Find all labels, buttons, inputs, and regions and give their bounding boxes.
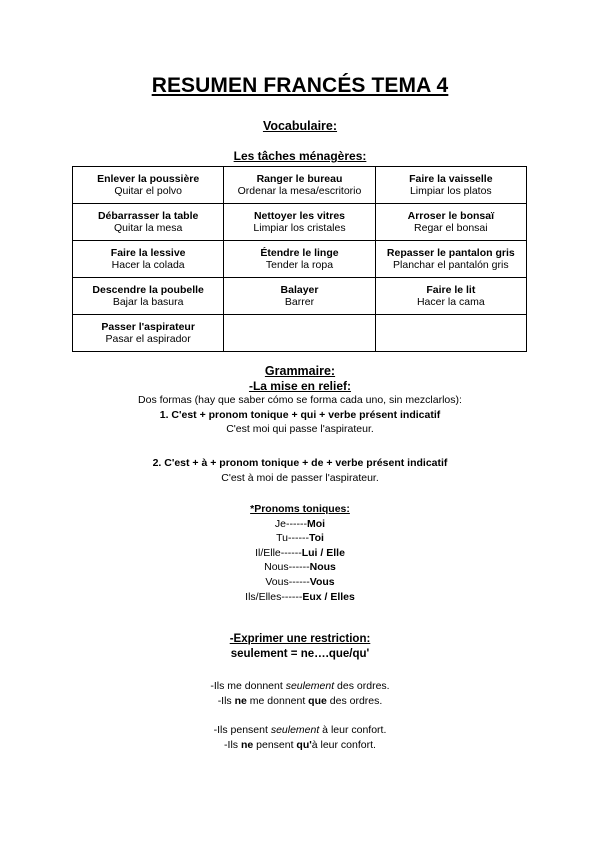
pronoun-line [0,517,600,532]
table-row [73,241,527,278]
spanish-term: Quitar la mesa [114,222,183,234]
table-cell [73,315,224,352]
restriction-section [0,632,600,661]
french-term: Ranger le bureau [256,173,343,185]
form-two-rule: 2. C'est + à + pronom tonique + de + verbe présent indicatif [152,457,448,469]
french-term: Faire la vaisselle [409,173,493,185]
table-cell [224,241,375,278]
table-cell [73,167,224,204]
bold-word: ne [234,694,247,707]
french-term: Repasser le pantalon gris [386,247,515,259]
spanish-term: Ordenar la mesa/escritorio [237,185,362,197]
page-title: RESUMEN FRANCÉS TEMA 4 [151,74,449,97]
spanish-term: Regar el bonsai [414,222,488,234]
french-term: Passer l'aspirateur [101,321,195,333]
french-term: Nettoyer les vitres [253,210,346,222]
pronoun-line [0,531,600,546]
pronoun-line [0,590,600,605]
bold-word: qu' [296,738,312,751]
subject-pronoun: Tu------ [276,532,309,545]
sentence-part: -Ils [224,738,241,751]
table-row [73,315,527,352]
french-term: Descendre la poubelle [92,284,204,296]
restriction-examples-one [0,679,600,708]
vocabulary-heading: Vocabulaire: [262,119,338,133]
example-sentence [0,694,600,709]
spanish-term: Bajar la basura [112,296,184,308]
table-caption: Les tâches ménagères: [233,149,367,163]
mise-en-relief-heading: -La mise en relief: [248,378,352,393]
emphasized-word: seulement [270,724,320,736]
form-one-rule: 1. C'est + pronom tonique + qui + verbe présent indicatif [159,408,441,421]
table-cell [375,241,526,278]
table-cell [73,204,224,241]
table-cell [375,204,526,241]
table-row [73,204,527,241]
form-one-example: C'est moi qui passe l'aspirateur. [226,423,374,436]
tonic-pronoun: Toi [308,532,324,545]
tonic-pronoun: Moi [307,517,326,530]
bold-word: que [308,694,327,707]
table-cell [375,167,526,204]
sentence-part: des ordres. [326,694,383,707]
table-row [73,278,527,315]
form-two-section [0,456,600,485]
pronoun-line [0,560,600,575]
example-sentence [0,679,600,694]
table-cell [224,167,375,204]
subject-pronoun: Vous------ [265,575,310,588]
table-cell [73,278,224,315]
french-term: Balayer [280,284,319,296]
french-term: Faire le lit [426,284,476,296]
tonic-pronoun: Lui / Elle [301,546,345,559]
spanish-term: Hacer la colada [111,259,185,271]
pronoms-toniques-heading: *Pronoms toniques: [250,503,350,515]
example-sentence [0,738,600,753]
empty-table-cell [224,315,375,352]
grammar-section [0,364,600,437]
pronoun-line [0,575,600,590]
empty-table-cell [375,315,526,352]
subject-pronoun: Je------ [274,517,307,530]
table-cell [224,278,375,315]
sentence-part: -Ils me donnent [210,680,286,692]
french-term: Étendre le linge [260,247,339,259]
chores-table [72,166,527,352]
pronoms-toniques-section [0,502,600,604]
french-term: Débarrasser la table [97,210,199,222]
french-term: Faire la lessive [110,247,186,259]
sentence-part: des ordres. [334,680,390,692]
pronoun-line [0,546,600,561]
example-sentence [0,723,600,738]
subject-pronoun: Ils/Elles------ [245,590,303,603]
sentence-part: me donnent [246,694,309,707]
subject-pronoun: Nous------ [264,561,310,574]
spanish-term: Tender la ropa [265,259,334,271]
bold-word: ne [240,738,254,751]
subject-pronoun: Il/Elle------ [255,546,302,559]
french-term: Arroser le bonsaï [407,210,495,222]
emphasized-word: seulement [285,680,335,692]
sentence-part: à leur confort. [319,724,387,736]
restriction-heading: -Exprimer une restriction: [229,633,371,645]
sentence-part: pensent [253,738,297,751]
spanish-term: Quitar el polvo [114,185,183,197]
spanish-term: Hacer la cama [416,296,485,308]
tonic-pronoun: Vous [309,575,335,588]
spanish-term: Limpiar los cristales [253,222,346,234]
table-cell [224,204,375,241]
table-cell [73,241,224,278]
sentence-part: -Ils [217,694,235,707]
mise-en-relief-intro: Dos formas (hay que saber cómo se forma cada uno, sin mezclarlos): [138,394,462,407]
restriction-rule: seulement = ne….que/qu' [230,647,370,660]
tonic-pronoun: Nous [309,561,336,574]
table-cell [375,278,526,315]
table-row [73,167,527,204]
grammar-heading: Grammaire: [264,364,336,378]
spanish-term: Planchar el pantalón gris [393,259,509,271]
french-term: Enlever la poussière [97,173,200,185]
form-two-example: C'est à moi de passer l'aspirateur. [221,471,379,484]
tonic-pronoun: Eux / Elles [302,590,355,603]
spanish-term: Pasar el aspirador [105,333,191,345]
spanish-term: Limpiar los platos [409,185,492,197]
sentence-part: -Ils pensent [213,724,271,736]
spanish-term: Barrer [284,296,315,308]
restriction-examples-two [0,723,600,752]
sentence-part: à leur confort. [311,738,376,751]
